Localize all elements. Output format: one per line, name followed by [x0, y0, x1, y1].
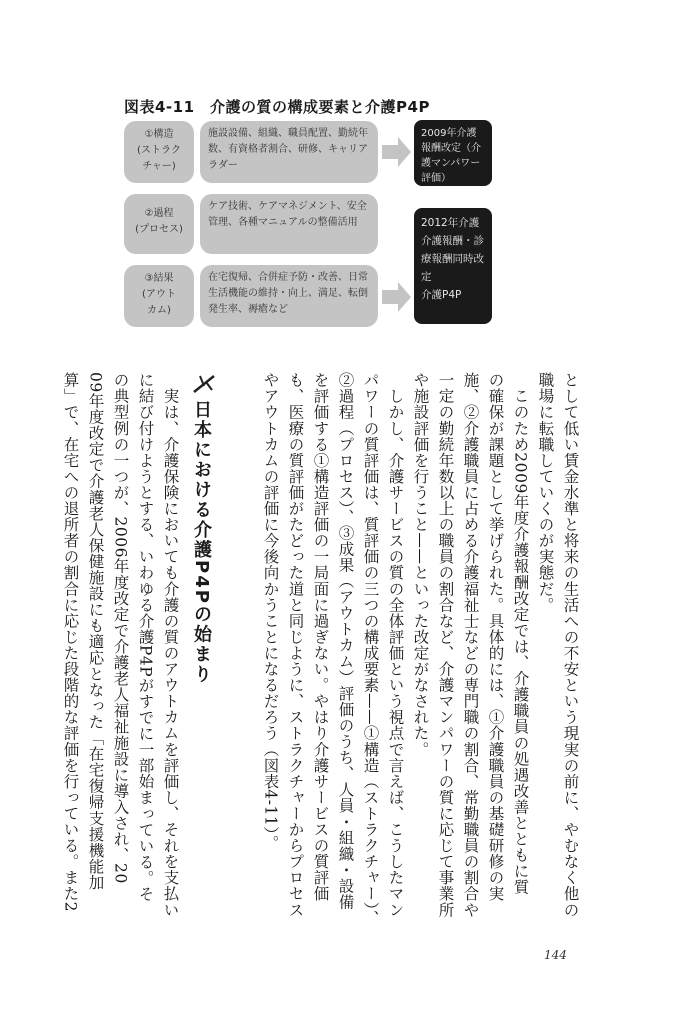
text-column: 一定の勤続年数以上の職員の割合など、介護マンパワーの質に応じて事業所 — [436, 372, 455, 918]
description-outcome: 在宅復帰、合併症予防・改善、日常生活機能の維持・向上、満足、転倒発生率、褥瘡など — [200, 265, 378, 327]
section-heading: 日本における介護P4Pの始まり — [191, 400, 212, 685]
text-column: 職場に転職していくのが実態だ。 — [536, 372, 555, 613]
text-column: 施、②介護職員に占める介護福祉士などの専門職の割合、常勤職員の割合や — [461, 372, 480, 918]
figure-title: 図表4-11 介護の質の構成要素と介護P4P — [124, 98, 430, 116]
text-column: やアウトカムの評価に今後向かうことになるだろう（図表4-11）。 — [261, 372, 280, 851]
outcome-box-2012: 2012年介護介護報酬・診療報酬同時改定 介護P4P — [414, 208, 492, 324]
text-column: しかし、介護サービスの質の全体評価という視点で言えば、こうしたマン — [386, 372, 405, 918]
text-column: に結び付けようとする、いわゆる介護P4Pがすでに一部始まっている。そ — [136, 372, 155, 902]
description-process: ケア技術、ケアマネジメント、安全管理、各種マニュアルの整備活用 — [200, 194, 378, 254]
text-column: このため2009年度介護報酬改定では、介護職員の処遇改善とともに質 — [511, 372, 530, 896]
text-column: ②過程（プロセス）、③成果（アウトカム）評価のうち、人員・組織・設備 — [336, 372, 355, 910]
text-column: の典型例の一つが、2006年度改定で介護老人福祉施設に導入され、20 — [111, 372, 130, 884]
text-column: 09年度改定で介護老人保健施設にも適応となった「在宅復帰支援機能加 — [86, 372, 105, 891]
text-column: や施設評価を行うこと——といった改定がなされた。 — [411, 372, 430, 758]
pen-icon — [192, 372, 218, 396]
arrow-icon — [382, 280, 412, 314]
text-column: の確保が課題として挙げられた。具体的には、①介護職員の基礎研修の実 — [486, 372, 505, 902]
category-structure: ①構造 (ストラク チャー) — [124, 121, 194, 183]
description-structure: 施設設備、組織、職員配置、勤続年数、有資格者割合、研修、キャリアラダー — [200, 121, 378, 183]
outcome-box-2009: 2009年介護報酬改定（介護マンパワー評価） — [414, 120, 492, 186]
text-column: 算」で、在宅への退所者の割合に応じた段階的な評価を行っている。また2 — [61, 372, 80, 913]
category-process: ②過程 (プロセス) — [124, 194, 194, 254]
text-column: パワーの質評価は、質評価の三つの構成要素——①構造（ストラクチャー）、 — [361, 372, 380, 926]
text-column: を評価する①構造評価の一局面に過ぎない。やはり介護サービスの質評価 — [311, 372, 330, 902]
category-outcome: ③結果 (アウト カム) — [124, 265, 194, 327]
text-column: 実は、介護保険においても介護の質のアウトカムを評価し、それを支払い — [161, 372, 180, 918]
arrow-icon — [382, 135, 412, 169]
page-number: 144 — [544, 948, 567, 962]
text-column: も、医療の質評価がたどった道と同じように、ストラクチャーからプロセス — [286, 372, 305, 918]
text-column: として低い賃金水準と将来の生活への不安という現実の前に、やむなく他の — [561, 372, 580, 918]
